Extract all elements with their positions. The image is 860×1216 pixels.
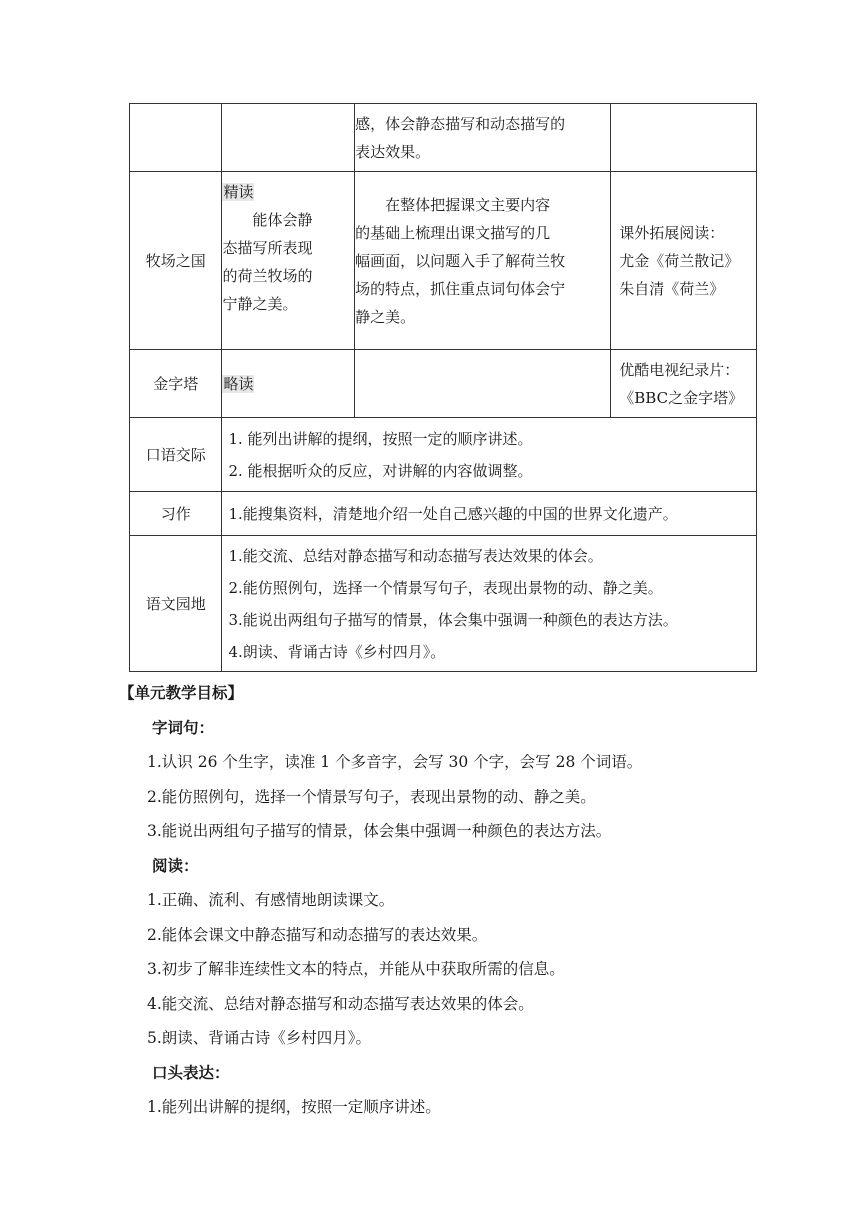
list-item: 3.能说出两组句子描写的情景，体会集中强调一种颜色的表达方法。 — [228, 610, 678, 629]
list-item: 3.初步了解非连续性文本的特点，并能从中获取所需的信息。 — [147, 960, 565, 978]
list-item: 2. 能根据听众的反应，对讲解的内容做调整。 — [228, 461, 533, 480]
text-line: 能体会静 — [252, 211, 313, 229]
list-item: 1. 能列出讲解的提纲，按照一定的顺序讲述。 — [228, 429, 533, 448]
lesson-title-cell: 金字塔 — [130, 350, 222, 418]
method-cell — [355, 172, 611, 350]
text-line: 《BBC之金字塔》 — [619, 388, 744, 407]
goal-cell — [222, 350, 355, 418]
list-item: 4.能交流、总结对静态描写和动态描写表达效果的体会。 — [147, 994, 534, 1013]
text-line: 场的特点，抓住重点词句体会宁 — [355, 279, 566, 298]
list-item: 5.朗读、背诵古诗《乡村四月》。 — [147, 1029, 372, 1047]
table-cell-empty — [611, 104, 757, 172]
lesson-title-cell: 牧场之国 — [130, 172, 222, 350]
section-content-cell — [222, 418, 757, 492]
table-cell-empty — [222, 104, 355, 172]
table-row-kouyu — [130, 418, 757, 492]
table-row-continuation — [130, 104, 757, 172]
list-item: 3.能说出两组句子描写的情景，体会集中强调一种颜色的表达方法。 — [147, 822, 612, 840]
subheading-words: 字词句： — [152, 717, 215, 737]
subheading-oral: 口头表达： — [152, 1062, 230, 1082]
unit-goals-section — [119, 676, 759, 1125]
list-item: 1.能搜集资料，清楚地介绍一处自己感兴趣的中国的世界文化遗产。 — [228, 504, 678, 523]
list-item: 2.能仿照例句，选择一个情景写句子，表现出景物的动、静之美。 — [228, 578, 663, 597]
text-line: 的基础上梳理出课文描写的几 — [355, 223, 551, 242]
text-line: 朱自清《荷兰》 — [619, 279, 725, 298]
text-line: 课外拓展阅读： — [619, 223, 725, 242]
text-line: 幅画面，以问题入手了解荷兰牧 — [355, 251, 566, 270]
table-row-muchang — [130, 172, 757, 350]
table-cell-empty — [130, 104, 222, 172]
unit-plan-table — [129, 103, 757, 672]
list-item: 4.朗读、背诵古诗《乡村四月》。 — [228, 642, 446, 661]
subheading-reading: 阅读： — [152, 855, 199, 875]
section-content-cell — [222, 536, 757, 672]
list-item: 2.能仿照例句，选择一个情景写句子，表现出景物的动、静之美。 — [147, 787, 596, 806]
text-line: 静之美。 — [355, 307, 416, 326]
table-row-xizuo — [130, 492, 757, 536]
list-item: 1.能交流、总结对静态描写和动态描写表达效果的体会。 — [228, 546, 603, 565]
text-line: 态描写所表现 — [222, 239, 313, 257]
extension-cell — [611, 172, 757, 350]
table-row-jinzita — [130, 350, 757, 418]
section-title-cell: 口语交际 — [130, 418, 222, 492]
text-line: 宁静之美。 — [222, 295, 298, 313]
list-item: 1.能列出讲解的提纲，按照一定顺序讲述。 — [147, 1098, 441, 1116]
extension-cell — [611, 350, 757, 418]
section-content-cell — [222, 492, 757, 536]
table-row-yuandi — [130, 536, 757, 672]
goal-cell — [222, 172, 355, 350]
list-item: 2.能体会课文中静态描写和动态描写的表达效果。 — [147, 925, 488, 944]
table-cell-empty — [355, 350, 611, 418]
section-heading: 【单元教学目标】 — [119, 683, 244, 702]
list-item: 1.正确、流利、有感情地朗读课文。 — [147, 891, 395, 909]
text-line: 优酷电视纪录片： — [619, 360, 740, 379]
text-line: 的荷兰牧场的 — [222, 267, 313, 285]
method-cell — [355, 104, 611, 172]
reading-type-badge: 略读 — [223, 374, 254, 393]
text-line: 感，体会静态描写和动态描写的 — [355, 114, 566, 133]
reading-type-badge: 精读 — [223, 183, 254, 201]
text-line: 尤金《荷兰散记》 — [619, 251, 740, 270]
text-line: 在整体把握课文主要内容 — [385, 195, 551, 214]
section-title-cell: 语文园地 — [130, 536, 222, 672]
text-line: 表达效果。 — [355, 142, 431, 161]
section-title-cell: 习作 — [130, 492, 222, 536]
list-item: 1.认识 26 个生字，读准 1 个多音字，会写 30 个字，会写 28 个词语。 — [147, 753, 643, 771]
